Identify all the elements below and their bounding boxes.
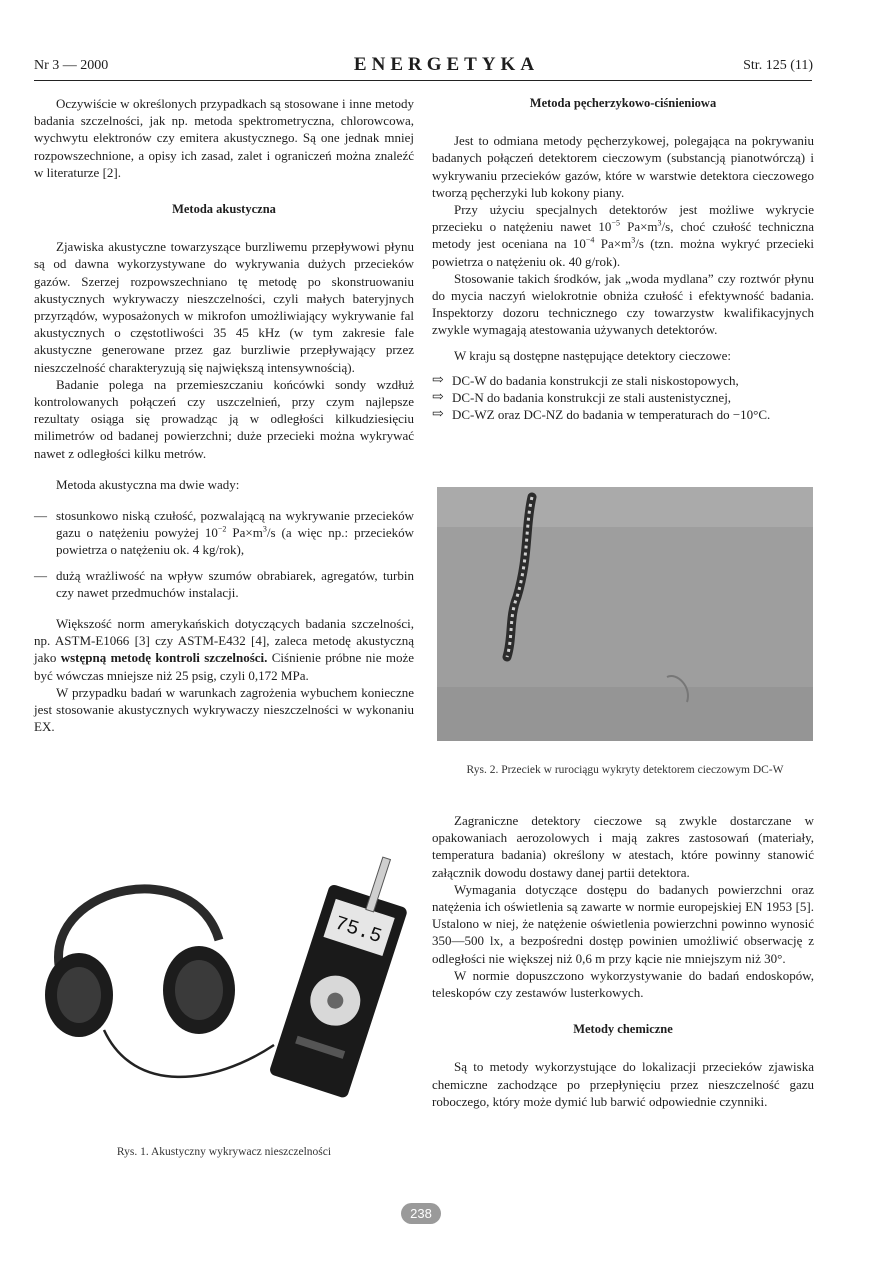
sensitivity-text-2: /s, choć czułość techniczna metody jest oceniana na 10 — [432, 219, 814, 252]
issue-number: Nr 3 — 2000 — [34, 58, 109, 73]
heading-bubble-method: Metoda pęcherzykowo-ciśnieniowa — [529, 96, 717, 110]
unit-text-1: Pa×m — [619, 219, 658, 235]
acoustic-paragraph-1: Zjawiska akustyczne towarzyszące burzliwemu przepływowi płynu są od dawna wykorzystywane do wykrywania dużych przecieków gazów. Szerzej rozpowszechniano tę metodę po skonstruowaniu akustycznych wykrywaczy nieszczelności, czyli małych bateryjnych przyrządów, wyposażonych w mikrofon umożliwiający wykrywanie fal akustycznych o częstotliwości 35 45 kHz (w tym zakresie fale akustyczne generowane przez gaz burzliwie przepływający przez nieszczelność charakteryzują się największą intensywnością). — [34, 239, 414, 375]
detector-paragraph-3: W normie dopuszczono wykorzystywanie do badań endoskopów, teleskopów czy zestawów lusterkowych. — [432, 967, 814, 1001]
detector-paragraph-2: Wymagania dotyczące dostępu do badanych powierzchni oraz natężenia ich oświetlenia są zawarte w normie europejskiej EN 1953 [5]. Ustalono w niej, że natężenie oświetlenia powierzchni powinno wynosić 350—500 lx, a bezpośredni dostęp powinien umożliwić obserwację z odległości nie większej niż 0,6 m przy kącie nie mniejszym niż 30°. — [432, 881, 814, 966]
arrow-icon: ⇨ — [432, 372, 444, 388]
figure-1-caption: Rys. 1. Akustyczny wykrywacz nieszczelności — [116, 1146, 332, 1158]
right-column-lower — [432, 812, 814, 1110]
sensitivity-text-3: /s (tzn. można wykryć przecieki powietrza o natężeniu ok. 40 g/rok). — [432, 236, 814, 269]
page-reference: Str. 125 (11) — [743, 58, 813, 73]
exponent-4: 3 — [631, 236, 636, 246]
heading-chemical-methods: Metody chemiczne — [573, 1022, 673, 1037]
dash-marker: — — [34, 508, 47, 524]
bubble-paragraph-1: Jest to odmiana metody pęcherzykowej, polegająca na pokrywaniu badanych połączeń detektorem cieczowym (substancją pianotwórczą) i wykrywaniu przecieków gazów, które w warstwie detektora cieczowego tworzą pęcherzyki lub kokony piany. — [432, 133, 814, 200]
heading-acoustic-method: Metoda akustyczna — [172, 202, 276, 217]
detector-list-item — [432, 406, 814, 423]
left-column — [34, 95, 414, 736]
detector-dc-n: DC-N do badania konstrukcji ze stali austenistycznej, — [452, 390, 732, 406]
drawback-item-2 — [34, 567, 414, 601]
detector-dc-wz-nz: DC-WZ oraz DC-NZ do badania w temperaturach do −10°C. — [452, 407, 771, 423]
drawback-1-exponent-2: 3 — [262, 524, 267, 534]
figure-2-caption: Rys. 2. Przeciek w rurociągu wykryty detektorem cieczowym DC-W — [466, 764, 784, 776]
acoustic-detector-illustration — [34, 845, 414, 1120]
drawback-1-rest: /s (a więc np.: przecieków powietrza o natężeniu ok. 4 kg/rok), — [56, 525, 414, 558]
sensitivity-text: Przy użyciu specjalnych detektorów jest możliwe wykrycie przecieku o natężeniu nawet 10 — [432, 202, 814, 235]
header-rule — [34, 80, 812, 81]
norms-text-rest: Ciśnienie próbne nie może być wówczas mniejsze niż 25 psig, czyli 0,172 MPa. — [34, 650, 414, 683]
chemical-paragraph: Są to metody wykorzystujące do lokalizacji przecieków zjawiska chemiczne zachodzące po przepłynięciu przez nieszczelność gazu roboczego, który może dymić lub barwić odpowiednie czynniki. — [432, 1059, 814, 1109]
intro-paragraph: Oczywiście w określonych przypadkach są stosowane i inne metody badania szczelności, jak np. metoda spektrometryczna, chlorowcowa, wychwytu elektronów czy emitera akustycznego. Są one jednak mniej rozpowszechnione, a opisy ich zasad, zalet i ograniczeń można znaleźć w literaturze [2]. — [34, 96, 414, 180]
dash-marker: — — [34, 567, 47, 583]
figure-1-photo — [34, 845, 414, 1120]
acoustic-paragraph-4 — [34, 615, 414, 684]
arrow-icon: ⇨ — [432, 407, 444, 423]
pipe-leak-illustration — [437, 487, 813, 741]
arrow-icon: ⇨ — [432, 390, 444, 406]
drawback-1-text: stosunkowo niską czułość, pozwalającą na wykrywanie przecieków gazu o natężeniu powyżej 10 — [56, 508, 414, 541]
acoustic-paragraph-5: W przypadku badań w warunkach zagrożenia wybuchem konieczne jest stosowanie akustycznych wykrywaczy nieszczelności w wykonaniu EX. — [34, 684, 414, 735]
device-display: 75.5 — [331, 912, 385, 950]
norms-text: Większość norm amerykańskich dotyczących badania szczelności, np. ASTM-E1066 [3] czy ASTM-E432 [4], zaleca metodę akustyczną jako — [34, 616, 414, 666]
right-column — [432, 95, 814, 423]
exponent-3: −4 — [585, 236, 595, 246]
detector-list-item — [432, 389, 814, 406]
detector-list-item — [432, 372, 814, 389]
drawback-1-exponent: −2 — [217, 524, 227, 534]
bubble-paragraph-2 — [432, 201, 814, 270]
acoustic-paragraph-3: Metoda akustyczna ma dwie wady: — [56, 476, 240, 492]
detector-dc-w: DC-W do badania konstrukcji ze stali niskostopowych, — [452, 372, 739, 388]
exponent-2: 3 — [657, 218, 662, 228]
exponent-1: −5 — [611, 218, 620, 228]
drawback-2-text: dużą wrażliwość na wpływ szumów obrabiarek, agregatów, turbin czy nawet przedmuchów instalacji. — [56, 567, 414, 600]
page-number-badge: 238 — [401, 1203, 441, 1224]
journal-title: ENERGETYKA — [353, 54, 540, 75]
detector-paragraph-1: Zagraniczne detektory cieczowe są zwykle dostarczane w opakowaniach aerozolowych i mają zakres zastosowań (materiały, temperatura badania) określony w atestach, które powinny stanowić załącznik dowodu dostawy danej partii detektora. — [432, 813, 814, 880]
bubble-paragraph-4: W kraju są dostępne następujące detektory cieczowe: — [454, 347, 731, 363]
acoustic-paragraph-2: Badanie polega na przemieszczaniu końcówki sondy wzdłuż kontrolowanych połączeń czy uszczelnień, przy czym najlepsze rezultaty osiąga się prowadząc ją w odległości kilkudziesięciu milimetrów od badanej powierzchni; duże przecieki można wykrywać nawet z odległości kilku metrów. — [34, 376, 414, 461]
norms-bold-text: wstępną metodę kontroli szczelności. — [60, 650, 268, 666]
bubble-paragraph-3: Stosowanie takich środków, jak „woda mydlana” czy roztwór płynu do mycia naczyń wielokrotnie obniża czułość i efektywność badania. Inspektorzy dozoru technicznego czy towarzystw kwalifikacyjnych zwykle wymagają atestowania używanych detektorów. — [432, 270, 814, 338]
unit-text-2: Pa×m — [594, 236, 632, 252]
figure-2-photo — [437, 487, 813, 741]
drawback-1-unit: Pa×m — [226, 525, 263, 541]
drawback-item-1 — [34, 507, 414, 559]
